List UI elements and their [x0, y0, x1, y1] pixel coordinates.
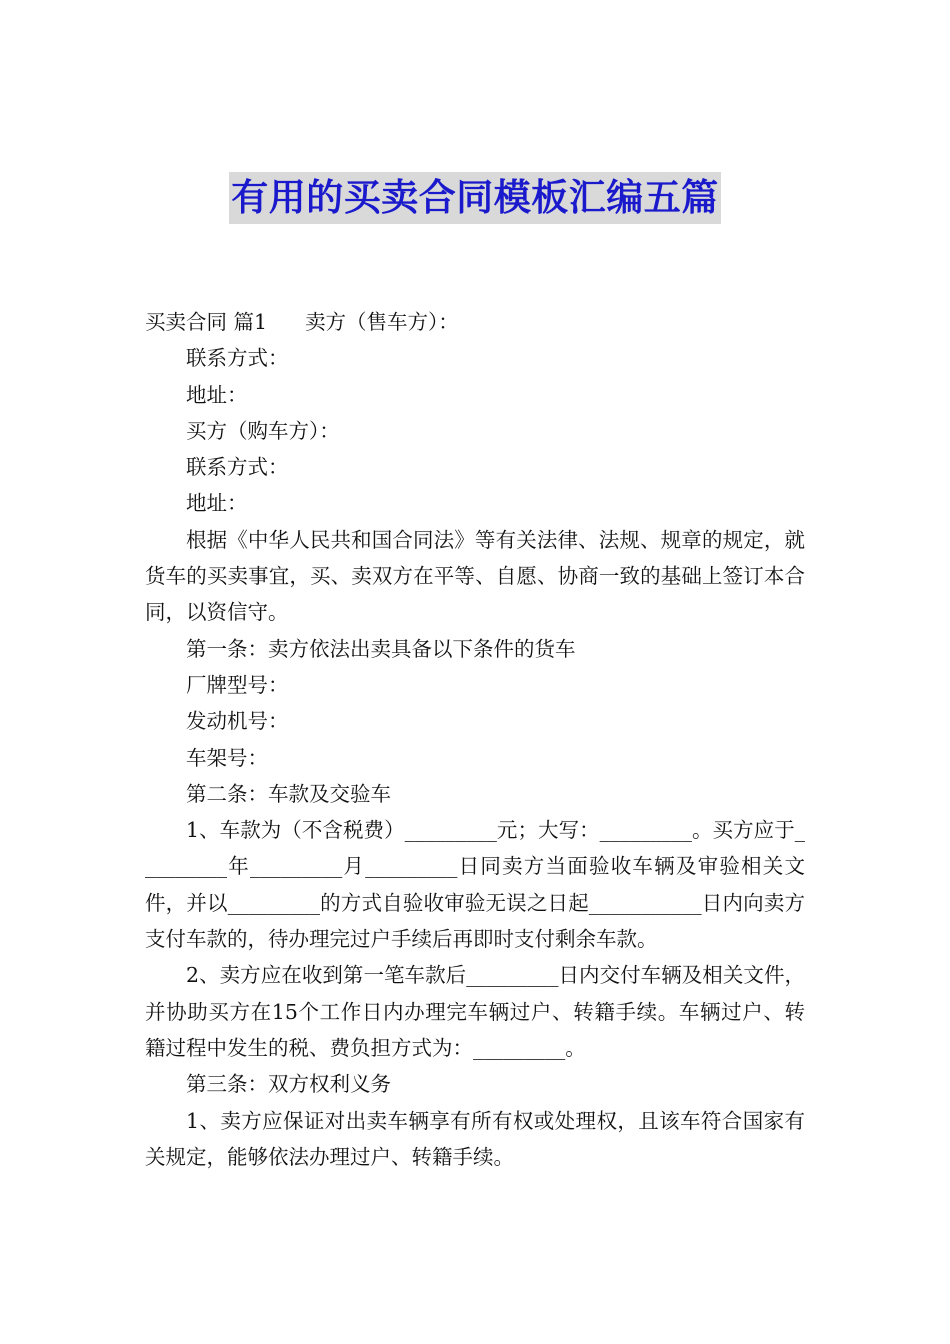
paragraph: 第二条：车款及交验车 — [186, 781, 391, 806]
paragraph: 地址： — [186, 491, 248, 516]
paragraph: 1、卖方应保证对出卖车辆享有所有权或处理权，且该车符合国家有关规定，能够依法办理过户、转籍手续。 — [145, 1108, 805, 1169]
paragraph: 第三条：双方权利义务 — [186, 1072, 391, 1097]
paragraph: 1、车款为（不含税费）_________元；大写：_________。买方应于_________年_________月_________日同卖方当面验收车辆及审验相关文件，并以_________的方式自验收审验无误之日起___________日内向卖方支付车款的，待办理完过户手续后再即时支付剩余车款。 — [145, 818, 805, 952]
section-heading-line — [145, 304, 805, 340]
paragraph: 发动机号： — [186, 709, 289, 734]
paragraph: 根据《中华人民共和国合同法》等有关法律、法规、规章的规定，就货车的买卖事宜，买、卖双方在平等、自愿、协商一致的基础上签订本合同，以资信守。 — [145, 527, 805, 625]
paragraph: 第一条：卖方依法出卖具备以下条件的货车 — [186, 636, 576, 661]
paragraph: 联系方式： — [186, 346, 289, 371]
paragraph: 车架号： — [186, 745, 268, 770]
paragraph: 地址： — [186, 382, 248, 407]
paragraph: 厂牌型号： — [186, 672, 289, 697]
paragraph: 联系方式： — [186, 455, 289, 480]
paragraph: 2、卖方应在收到第一笔车款后_________日内交付车辆及相关文件，并协助买方在15个工作日内办理完车辆过户、转籍手续。车辆过户、转籍过程中发生的税、费负担方式为：_________。 — [145, 963, 805, 1060]
document-body — [145, 304, 805, 1175]
section-label: 买卖合同 篇1 — [145, 310, 268, 334]
paragraph: 买方（购车方）： — [186, 418, 340, 443]
document-title: 有用的买卖合同模板汇编五篇 — [229, 172, 721, 224]
title-container — [0, 172, 950, 224]
seller-label: 卖方（售车方）： — [305, 310, 459, 334]
